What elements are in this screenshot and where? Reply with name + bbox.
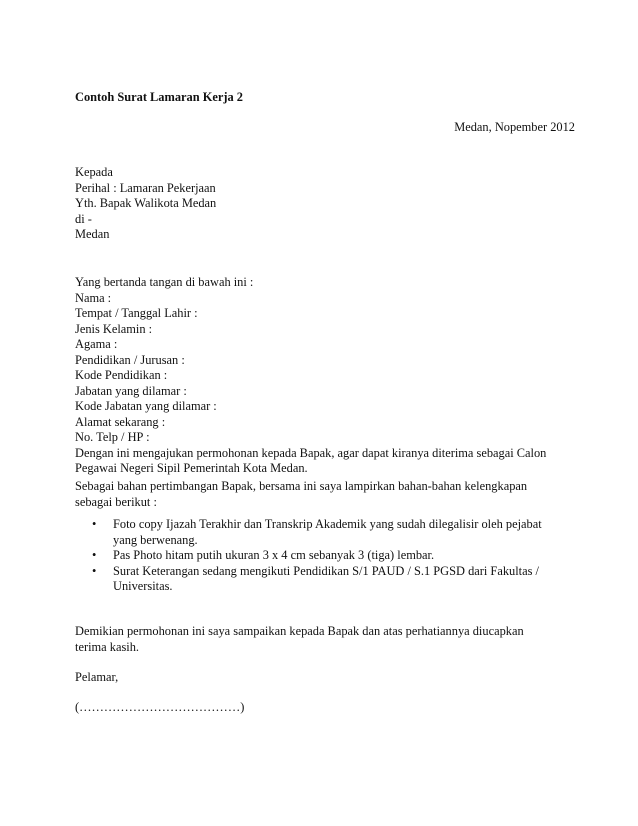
- request-line: Dengan ini mengajukan permohonan kepada Bapak, agar dapat kiranya diterima sebagai Calon: [75, 445, 547, 460]
- bullet-icon: •: [92, 517, 97, 531]
- letter-date: Medan, Nopember 2012: [454, 120, 575, 134]
- attachment-line: Foto copy Ijazah Terakhir dan Transkrip Akademik yang sudah dilegalisir oleh pejabat: [113, 517, 542, 531]
- bullet-icon: •: [92, 563, 97, 578]
- recipient-line: Yth. Bapak Walikota Medan: [75, 196, 217, 210]
- attachment-item: [75, 548, 575, 564]
- attachment-line: Pas Photo hitam putih ukuran 3 x 4 cm sebanyak 3 (tiga) lembar.: [113, 548, 435, 562]
- field-kode-pendidikan: Kode Pendidikan :: [75, 368, 168, 382]
- signoff: Pelamar,: [75, 670, 119, 684]
- closing-line: terima kasih.: [75, 639, 139, 654]
- identity-block: [75, 275, 575, 477]
- field-telp: No. Telp / HP :: [75, 430, 150, 444]
- field-nama: Nama :: [75, 290, 112, 305]
- attachment-line: Universitas.: [113, 579, 173, 593]
- attachment-item: [75, 564, 575, 595]
- consideration-block: [75, 479, 575, 510]
- signature-placeholder: (…………………………………): [75, 700, 245, 714]
- field-tempat-tanggal-lahir: Tempat / Tanggal Lahir :: [75, 306, 198, 320]
- consideration-line: sebagai berikut :: [75, 494, 157, 509]
- recipient-line: di -: [75, 211, 92, 226]
- field-kode-jabatan: Kode Jabatan yang dilamar :: [75, 399, 217, 413]
- field-alamat: Alamat sekarang :: [75, 414, 166, 429]
- consideration-line: Sebagai bahan pertimbangan Bapak, bersama ini saya lampirkan bahan-bahan kelengkapan: [75, 479, 528, 493]
- recipient-line: Perihal : Lamaran Pekerjaan: [75, 180, 216, 195]
- attachment-line: Surat Keterangan sedang mengikuti Pendidikan S/1 PAUD / S.1 PGSD dari Fakultas /: [113, 563, 539, 578]
- identity-intro: Yang bertanda tangan di bawah ini :: [75, 275, 254, 289]
- letter-title: Contoh Surat Lamaran Kerja 2: [75, 90, 243, 104]
- attachment-item: [75, 517, 575, 548]
- recipient-line: Kepada: [75, 165, 113, 179]
- recipient-block: [75, 165, 575, 243]
- closing-block: [75, 624, 575, 655]
- attachment-line: yang berwenang.: [113, 532, 198, 547]
- attachment-list: [75, 517, 575, 595]
- recipient-line: Medan: [75, 227, 110, 241]
- field-pendidikan-jurusan: Pendidikan / Jurusan :: [75, 352, 185, 367]
- closing-line: Demikian permohonan ini saya sampaikan kepada Bapak dan atas perhatiannya diucapkan: [75, 624, 524, 638]
- bullet-icon: •: [92, 548, 97, 562]
- field-jenis-kelamin: Jenis Kelamin :: [75, 321, 153, 336]
- field-agama: Agama :: [75, 337, 118, 351]
- field-jabatan: Jabatan yang dilamar :: [75, 383, 187, 398]
- request-line: Pegawai Negeri Sipil Pemerintah Kota Medan.: [75, 461, 308, 475]
